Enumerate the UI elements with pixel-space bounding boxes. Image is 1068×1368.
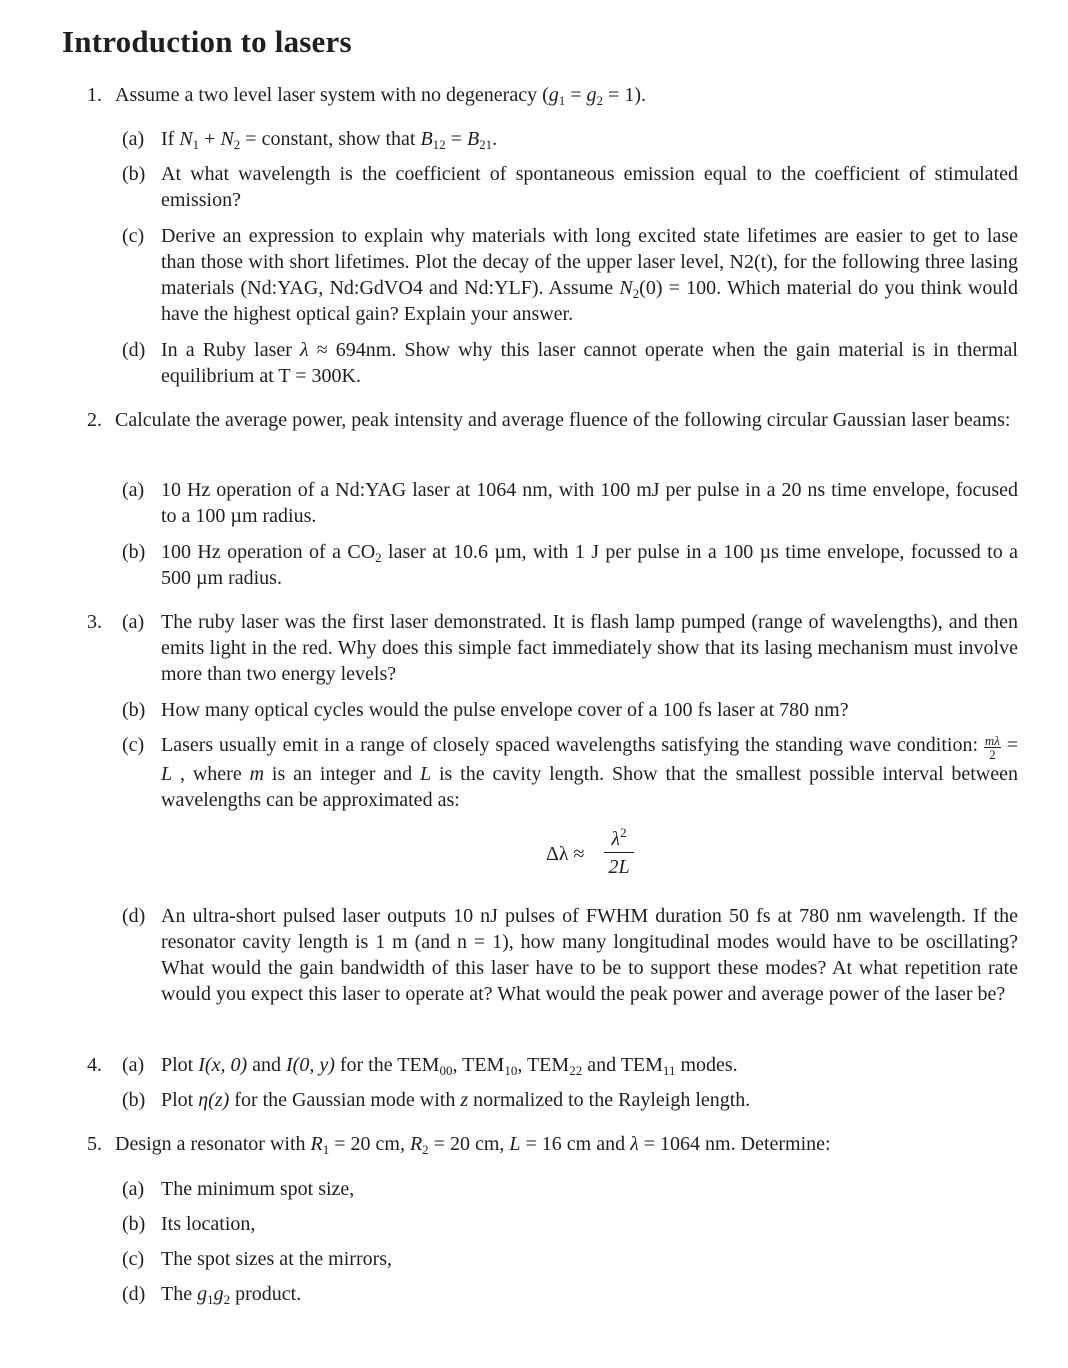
- part-label: (c): [122, 1248, 145, 1270]
- equation-fraction: $\lambda^2$ 2L: [604, 826, 634, 881]
- part-text: The spot sizes at the mirrors,: [161, 1248, 393, 1270]
- question-number: 5.: [87, 1133, 102, 1155]
- part-label: (a): [122, 128, 145, 150]
- part-text: Lasers usually emit in a range of closely spaced wavelengths satisfying the standing wave condition: $\frac{m\lambda}{2}$ = L , where m is an integer and L is the cavity length. Show that the smallest possible interval between wavelengths can be approximated as:: [161, 733, 1019, 811]
- display-equation: [0, 826, 1068, 886]
- part-text: At what wavelength is the coefficient of spontaneous emission equal to the coefficient of stimulated emission?: [161, 163, 1018, 211]
- part-text: The ruby laser was the first laser demonstrated. It is flash lamp pumped (range of wavelengths), and then emits light in the red. Why does this simple fact immediately show that its lasing mechanism must involve more than two energy levels?: [161, 611, 1018, 685]
- part-label: (a): [122, 611, 145, 633]
- question-number: 2.: [87, 409, 102, 431]
- page-title: Introduction to lasers: [62, 24, 352, 59]
- standing-wave-fraction: $\frac{m\lambda}{2}$: [984, 733, 1000, 762]
- part-label: (a): [122, 479, 145, 501]
- part-label: (d): [122, 1283, 146, 1305]
- part-text: In a Ruby laser λ ≈ 694nm. Show why this laser cannot operate when the gain material is in thermal equilibrium at T = 300K.: [161, 339, 1018, 387]
- part-label: (c): [122, 734, 145, 756]
- part-label: (c): [122, 225, 145, 247]
- part-text: Plot I(x, 0) and I(0, y) for the $TEM_{00}$, $TEM_{10}$, $TEM_{22}$ and $TEM_{11}$ modes.: [161, 1054, 738, 1078]
- part-text: If $N_1 + N_2$ = constant, show that $B_{12} = B_{21}$.: [161, 128, 498, 152]
- question-text: Calculate the average power, peak intensity and average fluence of the following circular Gaussian laser beams:: [115, 409, 1011, 431]
- part-label: (b): [122, 163, 146, 185]
- part-text: 10 Hz operation of a Nd:YAG laser at 1064 nm, with 100 mJ per pulse in a 20 ns time envelope, focused to a 100 µm radius.: [161, 479, 1018, 527]
- part-label: (d): [122, 339, 146, 361]
- part-text: 100 Hz operation of a $CO_2$ laser at 10.6 µm, with 1 J per pulse in a 100 µs time envelope, focussed to a 500 µm radius.: [161, 541, 1019, 589]
- question-number: 3.: [87, 611, 102, 633]
- part-text: Its location,: [161, 1213, 256, 1235]
- question-number: 4.: [87, 1054, 102, 1076]
- part-label: (b): [122, 541, 146, 563]
- part-text: An ultra-short pulsed laser outputs 10 nJ pulses of FWHM duration 50 fs at 780 nm wavelength. If the resonator cavity length is 1 m (and n = 1), how many longitudinal modes would have to be oscillating? What would the gain bandwidth of this laser have to be to support these modes? At what repetition rate would you expect this laser to operate at? What would the peak power and average power of the laser be?: [161, 905, 1018, 1005]
- part-label: (b): [122, 699, 146, 721]
- part-label: (a): [122, 1054, 145, 1076]
- part-text: The minimum spot size,: [161, 1178, 355, 1200]
- part-label: (b): [122, 1089, 146, 1111]
- question-number: 1.: [87, 84, 102, 106]
- part-label: (b): [122, 1213, 146, 1235]
- question-text: Design a resonator with $R_1 = 20$ cm, $R_2 = 20$ cm, L = 16 cm and λ = 1064 nm. Determine:: [115, 1133, 831, 1157]
- part-text: Plot η(z) for the Gaussian mode with z normalized to the Rayleigh length.: [161, 1089, 751, 1111]
- part-label: (d): [122, 905, 146, 927]
- part-text: Derive an expression to explain why materials with long excited state lifetimes are easier to get to lase than those with short lifetimes. Plot the decay of the upper laser level, N2(t), for the following three lasing materials (Nd:YAG, Nd:GdVO4 and Nd:YLF). Assume $N_2(0) = 100$. Which material do you think would have the highest optical gain? Explain your answer.: [161, 225, 1018, 325]
- part-text: How many optical cycles would the pulse envelope cover of a 100 fs laser at 780 nm?: [161, 699, 849, 721]
- equation-lhs: Δλ ≈: [546, 843, 585, 865]
- part-label: (a): [122, 1178, 145, 1200]
- part-text: The $g_1g_2$ product.: [161, 1283, 302, 1307]
- question-text: Assume a two level laser system with no degeneracy $(g_1 = g_2 = 1)$.: [115, 84, 646, 108]
